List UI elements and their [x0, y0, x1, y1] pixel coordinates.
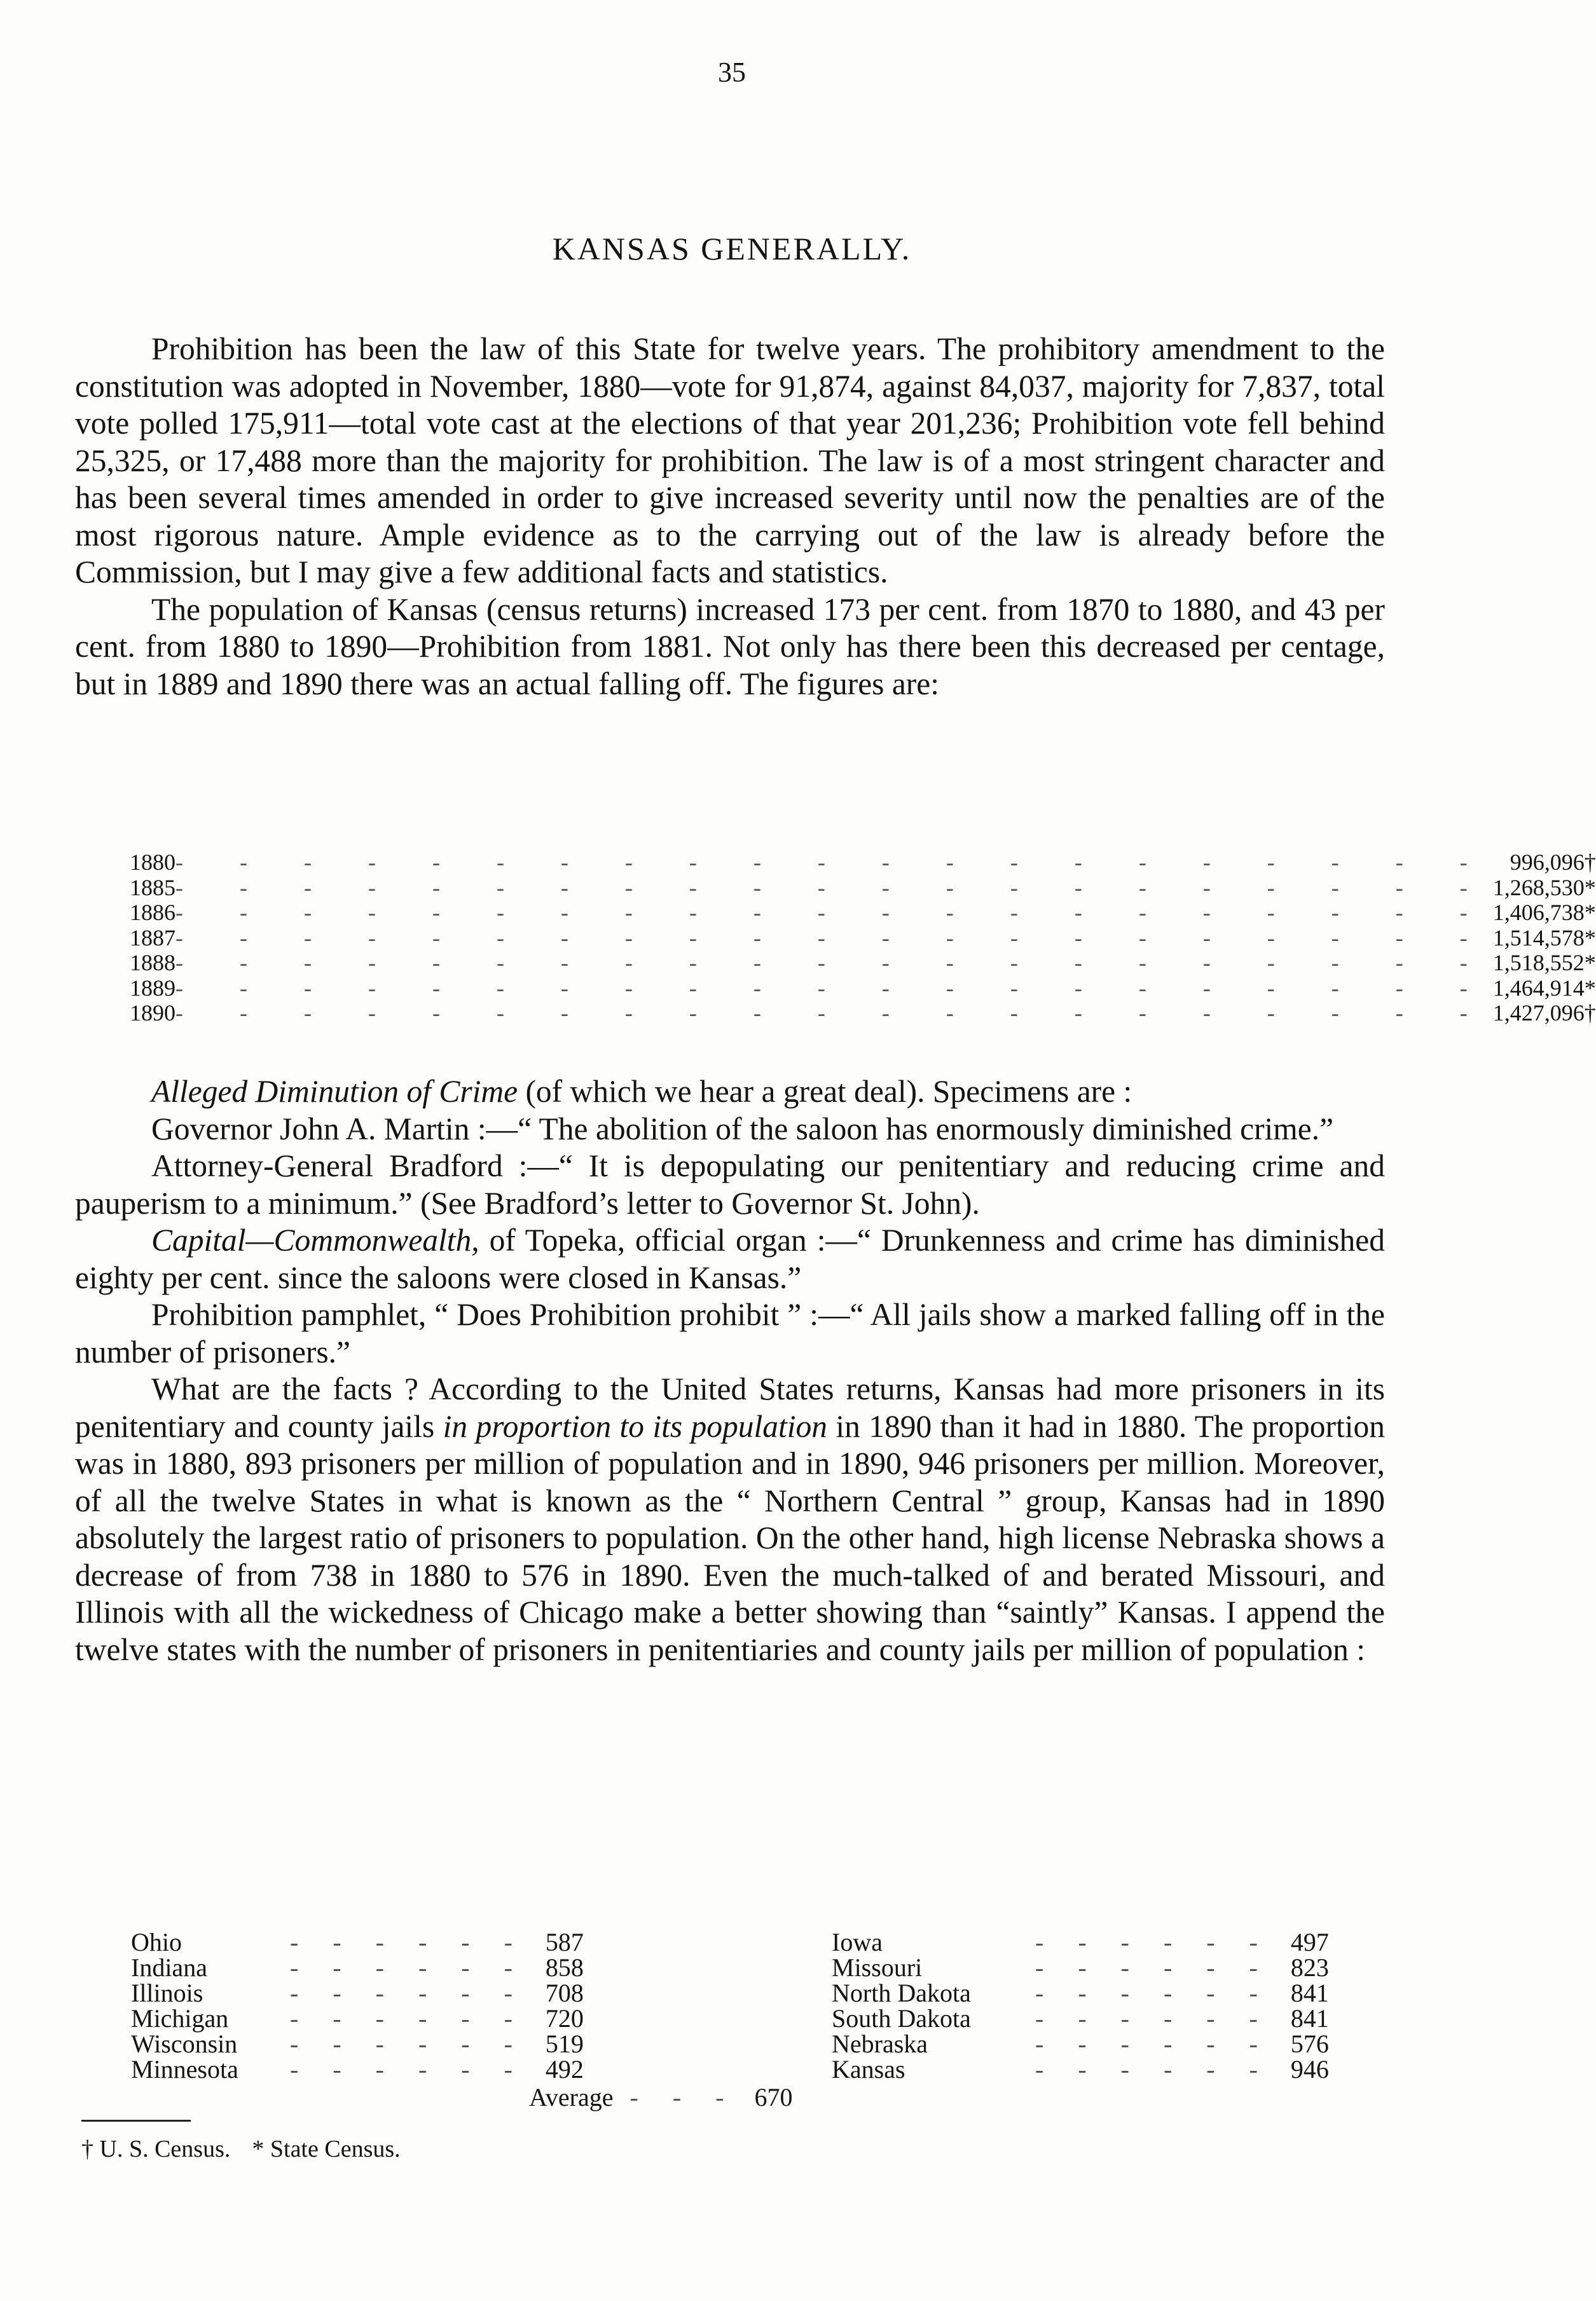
paragraph-text: of Topeka, official organ :—“ Drunkenness and crime has diminished eighty per cent. since the saloons were closed in Kansas.” — [75, 1223, 1385, 1295]
state-name: Minnesota — [131, 2055, 238, 2084]
table-row — [832, 1981, 1329, 2006]
population-value: 996,096† — [1510, 849, 1596, 875]
table-row — [131, 1955, 584, 1981]
paragraph-alleged-diminution — [75, 1073, 1385, 1111]
year-cell: 1880 — [130, 849, 175, 875]
leader-dots: - - - - - - - - - - - - - - - - - - - - - — [175, 950, 1493, 975]
table-row — [130, 876, 1596, 901]
year-cell: 1885 — [130, 874, 175, 900]
leader-dots: - - - - - - — [290, 2030, 526, 2058]
paragraph-pamphlet: Prohibition pamphlet, “ Does Prohibition prohibit ” :—“ All jails show a marked falling off in the number of prisoners.” — [75, 1297, 1385, 1370]
leader-dots: - - - - - - — [1035, 1928, 1272, 1956]
table-row — [832, 2031, 1329, 2057]
population-value: 1,427,096† — [1492, 1000, 1596, 1026]
footnotes — [81, 2135, 422, 2163]
table-row — [832, 2057, 1329, 2082]
paragraph-text: (of which we hear a great deal). Specimens are : — [518, 1074, 1132, 1109]
table-row — [130, 900, 1596, 926]
average-row — [529, 2082, 792, 2112]
prisoner-ratio: 841 — [1290, 1979, 1329, 2007]
leader-dots: - - - - - - — [290, 2055, 526, 2084]
paragraph-governor-martin: Governor John A. Martin :—“ The abolition of the saloon has enormously diminished crime.” — [151, 1111, 1334, 1146]
state-name: Iowa — [832, 1928, 883, 1956]
leader-dots: - - - - - - — [290, 1979, 526, 2007]
paragraph-text: in 1890 than it had in 1880. The proportion was in 1880, 893 prisoners per million of population and in 1890, 946 prisoners per million. Moreover, of all the twelve States in what is known as the “ Northern Central ” group, Kansas had in 1890 absolutely the largest ratio of prisoners to population. On the other hand, high license Nebraska shows a decrease of from 738 in 1880 to 576 in 1890. Even the much-talked of and berated Missouri, and Illinois with all the wickedness of Chicago make a better showing than “saintly” Kansas. I append the twelve states with the number of prisoners in penitentiaries and county jails per million of population : — [75, 1408, 1385, 1667]
paragraph-attorney-general: Attorney-General Bradford :—“ It is depopulating our penitentiary and reducing crime and pauperism to a minimum.” (See Bradford’s letter to Governor St. John). — [75, 1148, 1385, 1221]
leader-dots: - - - - - - — [1035, 2004, 1272, 2033]
population-value: 1,464,914* — [1492, 975, 1596, 1001]
paragraph-population: The population of Kansas (census returns) increased 173 per cent. from 1870 to 1880, and 43 per cent. from 1880 to 1890—Prohibition from 1881. Not only has there been this decreased per centage, but in 1889 and 1890 there was an actual falling off. The figures are: — [75, 591, 1385, 701]
leader-dots: - - - - - - - - - - - - - - - - - - - - - — [175, 900, 1493, 925]
prisoner-ratio: 946 — [1290, 2055, 1329, 2084]
year-cell: 1890 — [130, 1000, 175, 1026]
italic-title: Alleged Diminution of Crime — [151, 1074, 518, 1109]
prisoner-ratio: 492 — [545, 2055, 584, 2084]
table-row — [130, 951, 1596, 976]
state-name: South Dakota — [832, 2004, 971, 2033]
table-row — [832, 1955, 1329, 1981]
prisoner-ratio: 858 — [545, 1953, 584, 1982]
italic-newspaper: Capital—Commonwealth, — [151, 1223, 479, 1258]
prisoner-ratio: 720 — [545, 2004, 584, 2033]
year-cell: 1887 — [130, 924, 175, 951]
table-row — [131, 2006, 584, 2031]
population-value: 1,268,530* — [1492, 874, 1596, 900]
year-cell: 1889 — [130, 975, 175, 1001]
table-row — [130, 926, 1596, 951]
state-name: Wisconsin — [131, 2030, 238, 2058]
leader-dots: - - - - - - — [290, 1928, 526, 1956]
claims-section — [75, 1073, 1385, 1668]
leader-dots: - - - - - - - - - - - - - - - - - - - - - — [175, 874, 1493, 900]
prisoner-ratio: 587 — [545, 1928, 584, 1956]
table-row — [130, 1001, 1596, 1026]
table-row — [130, 976, 1596, 1001]
prisoners-table-right — [832, 1930, 1329, 2082]
leader-dots: - - - - - - — [1035, 1979, 1272, 2007]
table-row — [131, 2031, 584, 2057]
leader-dots: - - - - - - — [290, 1953, 526, 1982]
state-name: Kansas — [832, 2055, 905, 2084]
paragraph-text: What are the facts ? According to the United States returns, Kansas had more prisoners in its penitentiary and county jails — [75, 1371, 1385, 1444]
year-cell: 1886 — [130, 900, 175, 925]
state-name: Ohio — [131, 1928, 182, 1956]
prisoner-ratio: 708 — [545, 1979, 584, 2007]
average-value: 670 — [754, 2083, 793, 2112]
state-name: North Dakota — [832, 1979, 971, 2007]
paragraph-facts — [75, 1371, 1385, 1668]
state-name: Nebraska — [832, 2030, 928, 2058]
italic-emphasis: in proportion to its population — [443, 1408, 828, 1444]
paragraph-capital-commonwealth — [75, 1222, 1385, 1296]
table-row — [131, 1930, 584, 1955]
leader-dots: - - - — [629, 2083, 738, 2112]
prisoner-ratio: 497 — [1290, 1928, 1329, 1956]
state-name: Michigan — [131, 2004, 229, 2033]
prisoner-ratio: 576 — [1290, 2030, 1329, 2058]
prisoners-table-left — [131, 1930, 584, 2082]
leader-dots: - - - - - - - - - - - - - - - - - - - - - — [175, 849, 1493, 875]
state-name: Indiana — [131, 1953, 207, 1982]
prisoner-ratio: 841 — [1290, 2004, 1329, 2033]
footnote-divider — [81, 2120, 191, 2122]
leader-dots: - - - - - - — [290, 2004, 526, 2033]
average-label: Average — [529, 2083, 614, 2112]
leader-dots: - - - - - - - - - - - - - - - - - - - - - — [175, 924, 1493, 951]
page-title: KANSAS GENERALLY. — [552, 231, 912, 266]
footnote-state-census: * State Census. — [252, 2136, 401, 2162]
leader-dots: - - - - - - — [1035, 2030, 1272, 2058]
state-name: Missouri — [832, 1953, 923, 1982]
state-name: Illinois — [131, 1979, 203, 2007]
table-row — [130, 850, 1596, 876]
table-row — [131, 1981, 584, 2006]
population-value: 1,518,552* — [1492, 950, 1596, 975]
population-value: 1,514,578* — [1492, 924, 1596, 951]
paragraph-prohibition-law: Prohibition has been the law of this State for twelve years. The prohibitory amendment to the constitution was adopted in November, 1880—vote for 91,874, against 84,037, majority for 7,837, total vote polled 175,911—total vote cast at the elections of that year 201,236; Prohibition vote fell behind 25,325, or 17,488 more than the majority for prohibition. The law is of a most stringent character and has been several times amended in order to give increased severity until now the penalties are of the most rigorous nature. Ample evidence as to the carrying out of the law is already before the Commission, but I may give a few additional facts and statistics. — [75, 331, 1385, 589]
population-table — [130, 850, 1596, 1026]
leader-dots: - - - - - - - - - - - - - - - - - - - - - — [175, 975, 1493, 1001]
population-value: 1,406,738* — [1492, 900, 1596, 925]
table-row — [832, 1930, 1329, 1955]
leader-dots: - - - - - - — [1035, 1953, 1272, 1982]
intro-section — [75, 331, 1385, 703]
prisoner-ratio: 519 — [545, 2030, 584, 2058]
prisoner-ratio: 823 — [1290, 1953, 1329, 1982]
year-cell: 1888 — [130, 950, 175, 975]
page-number: 35 — [718, 57, 746, 88]
leader-dots: - - - - - - — [1035, 2055, 1272, 2084]
footnote-us-census: † U. S. Census. — [81, 2136, 231, 2162]
table-row — [832, 2006, 1329, 2031]
leader-dots: - - - - - - - - - - - - - - - - - - - - - — [175, 1000, 1493, 1026]
table-row — [131, 2057, 584, 2082]
